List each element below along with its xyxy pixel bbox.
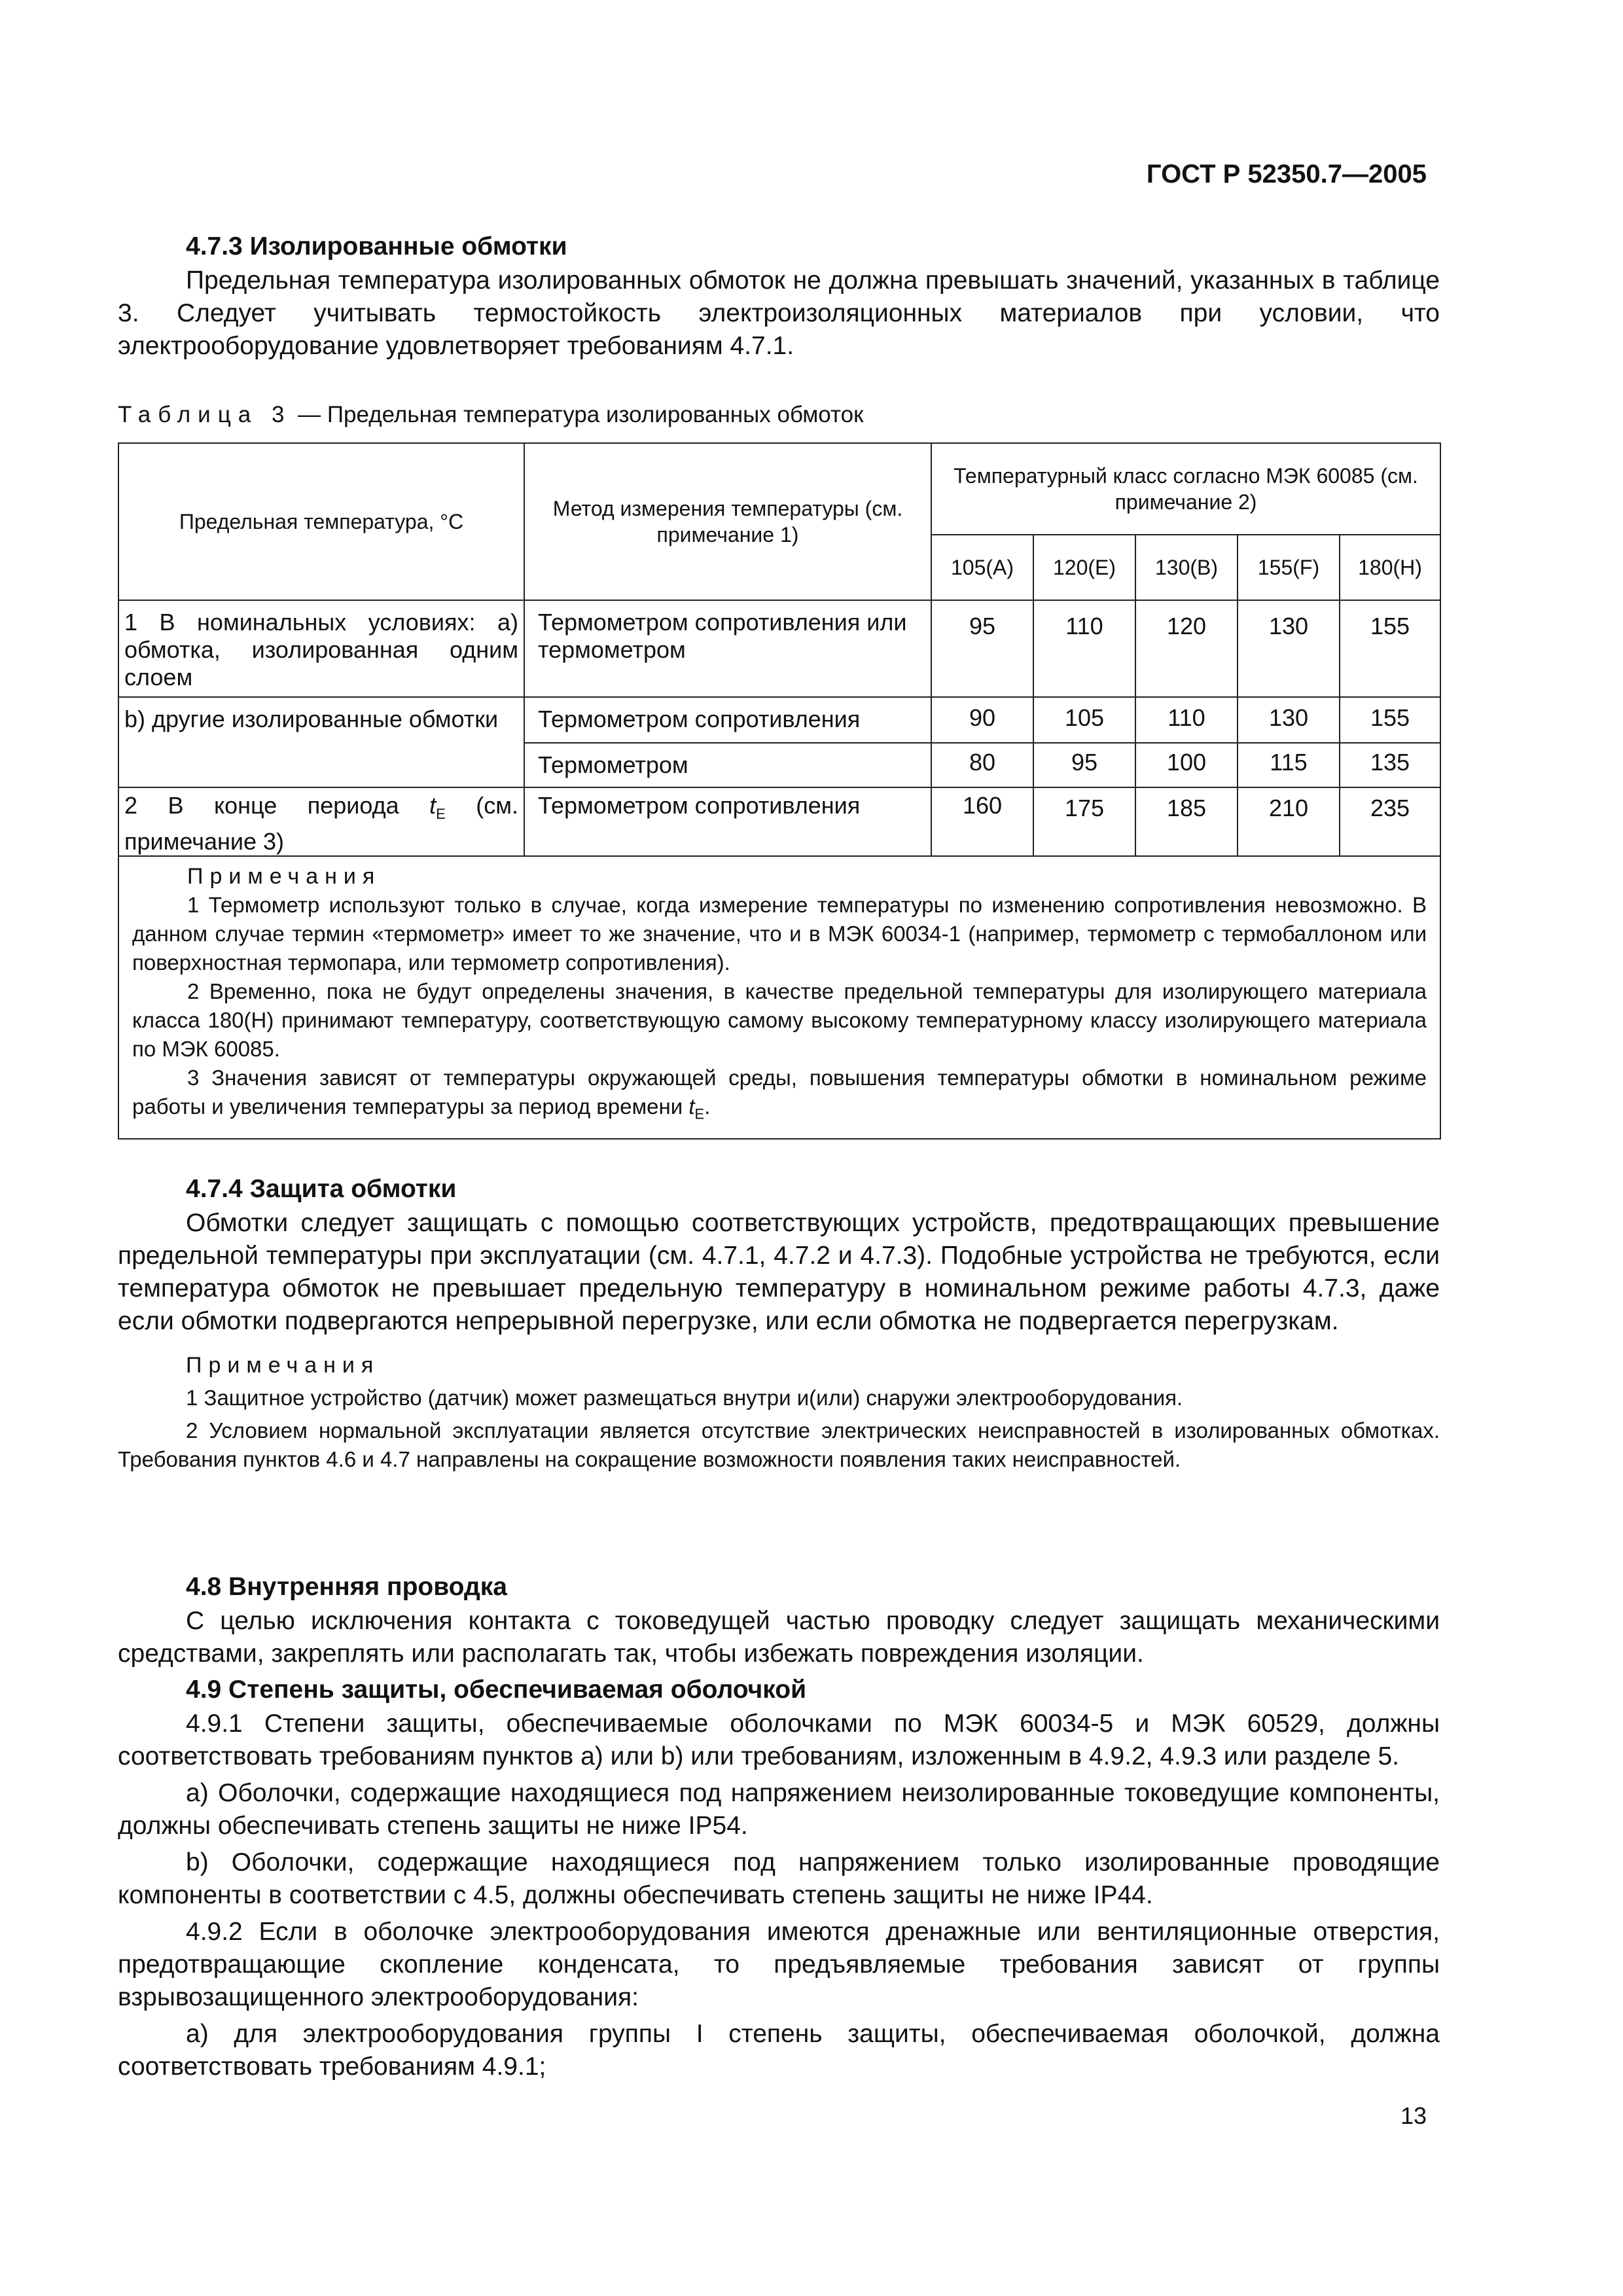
note-item: 2 Временно, пока не будут определены значения, в качестве предельной температуры для изолирующего материала класса 180(Н) принимают температуру, соответствующую самому высокому температурному классу изолирующего материала по МЭК 60085. — [132, 979, 1427, 1062]
cell-value: 160 — [931, 787, 1033, 856]
section-text: С целью исключения контакта с токоведущей частью проводку следует защищать механическими средствами, закреплять или располагать так, чтобы избежать повреждения изоляции. — [118, 1607, 1440, 1668]
cell-value: 175 — [1033, 787, 1135, 856]
cell-value: 100 — [1135, 743, 1238, 787]
note-text: 3 Значения зависят от температуры окружающей среды, повышения температуры обмотки в номинальном режиме работы и увеличения температуры за период времени — [132, 1066, 1427, 1119]
cell-value: 110 — [1135, 697, 1238, 743]
cell-value: 155 — [1340, 600, 1440, 697]
page-number: 13 — [1400, 2102, 1427, 2129]
table-3 — [118, 442, 1441, 1139]
table-3-block — [118, 401, 1440, 1139]
table-notes-row — [118, 856, 1440, 1139]
header-class: 105(А) — [931, 535, 1033, 600]
note-item: 1 Термометр используют только в случае, когда измерение температуры по изменению сопротивления невозможно. В данном случае термин «термометр» имеет то же значение, что и в МЭК 60034-1 (например, термометр с термобаллоном или поверхностная термопара, или термометр сопротивления). — [132, 893, 1427, 975]
table-caption — [118, 401, 1440, 429]
notes-heading: Примечания — [187, 864, 382, 889]
condition-after: (см. примечание 3) — [124, 792, 518, 855]
note-symbol: t — [688, 1094, 695, 1119]
section-heading: 4.8 Внутренняя проводка — [186, 1573, 507, 1601]
cell-condition: b) другие изолированные обмотки — [118, 697, 524, 787]
table-header-row — [118, 443, 1440, 535]
table-row — [118, 600, 1440, 697]
cell-value: 235 — [1340, 787, 1440, 856]
cell-value: 95 — [931, 600, 1033, 697]
section-heading: 4.7.3 Изолированные обмотки — [186, 232, 567, 260]
cell-condition: 1 В номинальных условиях: а) обмотка, изолированная одним слоем — [118, 600, 524, 697]
section-4-9 — [118, 1672, 1440, 2083]
section-heading: 4.7.4 Защита обмотки — [186, 1175, 457, 1203]
note-subscript: E — [694, 1105, 705, 1122]
header-method: Метод измерения температуры (см. примечание 1) — [524, 443, 931, 600]
cell-value: 95 — [1033, 743, 1135, 787]
cell-value: 110 — [1033, 600, 1135, 697]
cell-value: 130 — [1238, 600, 1340, 697]
section-text: Предельная температура изолированных обмоток не должна превышать значений, указанных в таблице 3. Следует учитывать термостойкость электроизоляционных материалов при условии, что электрооборудование удовлетворяет требованиям 4.7.1. — [118, 266, 1440, 360]
section-text: 4.9.2 Если в оболочке электрооборудования имеются дренажные или вентиляционные отверстия, предотвращающие скопление конденсата, то предъявляемые требования зависят от группы взрывозащищенного электрооборудования: — [118, 1918, 1440, 2011]
note-item: 1 Защитное устройство (датчик) может размещаться внутри и(или) снаружи электрооборудования. — [186, 1386, 1183, 1410]
condition-text: 2 В конце периода — [124, 792, 430, 819]
note-end: . — [704, 1094, 711, 1119]
cell-method: Термометром сопротивления — [524, 787, 931, 856]
header-class: 120(Е) — [1033, 535, 1135, 600]
section-4-7-3 — [118, 229, 1440, 363]
header-limit-temp: Предельная температура, °С — [118, 443, 524, 600]
table-caption-label: Таблица 3 — [118, 402, 292, 427]
section-text: Обмотки следует защищать с помощью соответствующих устройств, предотвращающих превышение предельной температуры при эксплуатации (см. 4.7.1, 4.7.2 и 4.7.3). Подобные устройства не требуются, если температура обмоток не превышает предельную температуру в номинальном режиме работы 4.7.3, даже если обмотки подвергаются непрерывной перегрузке, или если обмотка не подвергается перегрузкам. — [118, 1209, 1440, 1335]
header-class: 130(В) — [1135, 535, 1238, 600]
section-text: а) для электрооборудования группы I степень защиты, обеспечиваемая оболочкой, должна соответствовать требованиям 4.9.1; — [118, 2020, 1440, 2081]
table-notes — [118, 856, 1440, 1139]
section-4-8 — [118, 1570, 1440, 1670]
section-heading: 4.9 Степень защиты, обеспечиваемая оболочкой — [186, 1676, 807, 1704]
cell-value: 115 — [1238, 743, 1340, 787]
cell-condition — [118, 787, 524, 856]
cell-value: 130 — [1238, 697, 1340, 743]
table-caption-text: — Предельная температура изолированных обмоток — [291, 402, 864, 427]
document-code: ГОСТ Р 52350.7—2005 — [1146, 160, 1427, 188]
section-text: b) Оболочки, содержащие находящиеся под напряжением только изолированные проводящие компоненты в соответствии с 4.5, должны обеспечивать степень защиты не ниже IP44. — [118, 1848, 1440, 1909]
header-class-group: Температурный класс согласно МЭК 60085 (см. примечание 2) — [931, 443, 1440, 535]
note-item — [132, 1064, 1427, 1129]
cell-value: 210 — [1238, 787, 1340, 856]
condition-subscript: E — [436, 806, 446, 823]
cell-value: 80 — [931, 743, 1033, 787]
cell-value: 155 — [1340, 697, 1440, 743]
cell-method: Термометром сопротивления — [524, 697, 931, 743]
note-item: 2 Условием нормальной эксплуатации является отсутствие электрических неисправностей в изолированных обмотках. Требования пунктов 4.6 и 4.7 направлены на сокращение возможности появления таких неисправностей. — [118, 1418, 1440, 1471]
table-row — [118, 697, 1440, 743]
cell-method: Термометром сопротивления или термометром — [524, 600, 931, 697]
section-text: а) Оболочки, содержащие находящиеся под напряжением неизолированные токоведущие компоненты, должны обеспечивать степень защиты не ниже IP54. — [118, 1779, 1440, 1840]
header-class: 155(F) — [1238, 535, 1340, 600]
header-class: 180(H) — [1340, 535, 1440, 600]
table-row — [118, 787, 1440, 856]
section-text: 4.9.1 Степени защиты, обеспечиваемые оболочками по МЭК 60034-5 и МЭК 60529, должны соответствовать требованиям пунктов а) или b) или требованиям, изложенным в 4.9.2, 4.9.3 или разделе 5. — [118, 1710, 1440, 1770]
cell-value: 90 — [931, 697, 1033, 743]
cell-value: 135 — [1340, 743, 1440, 787]
cell-value: 185 — [1135, 787, 1238, 856]
condition-symbol: t — [429, 792, 437, 819]
notes-heading: Примечания — [186, 1353, 380, 1378]
cell-value: 120 — [1135, 600, 1238, 697]
cell-value: 105 — [1033, 697, 1135, 743]
cell-method: Термометром — [524, 743, 931, 787]
section-4-7-4 — [118, 1172, 1440, 1474]
